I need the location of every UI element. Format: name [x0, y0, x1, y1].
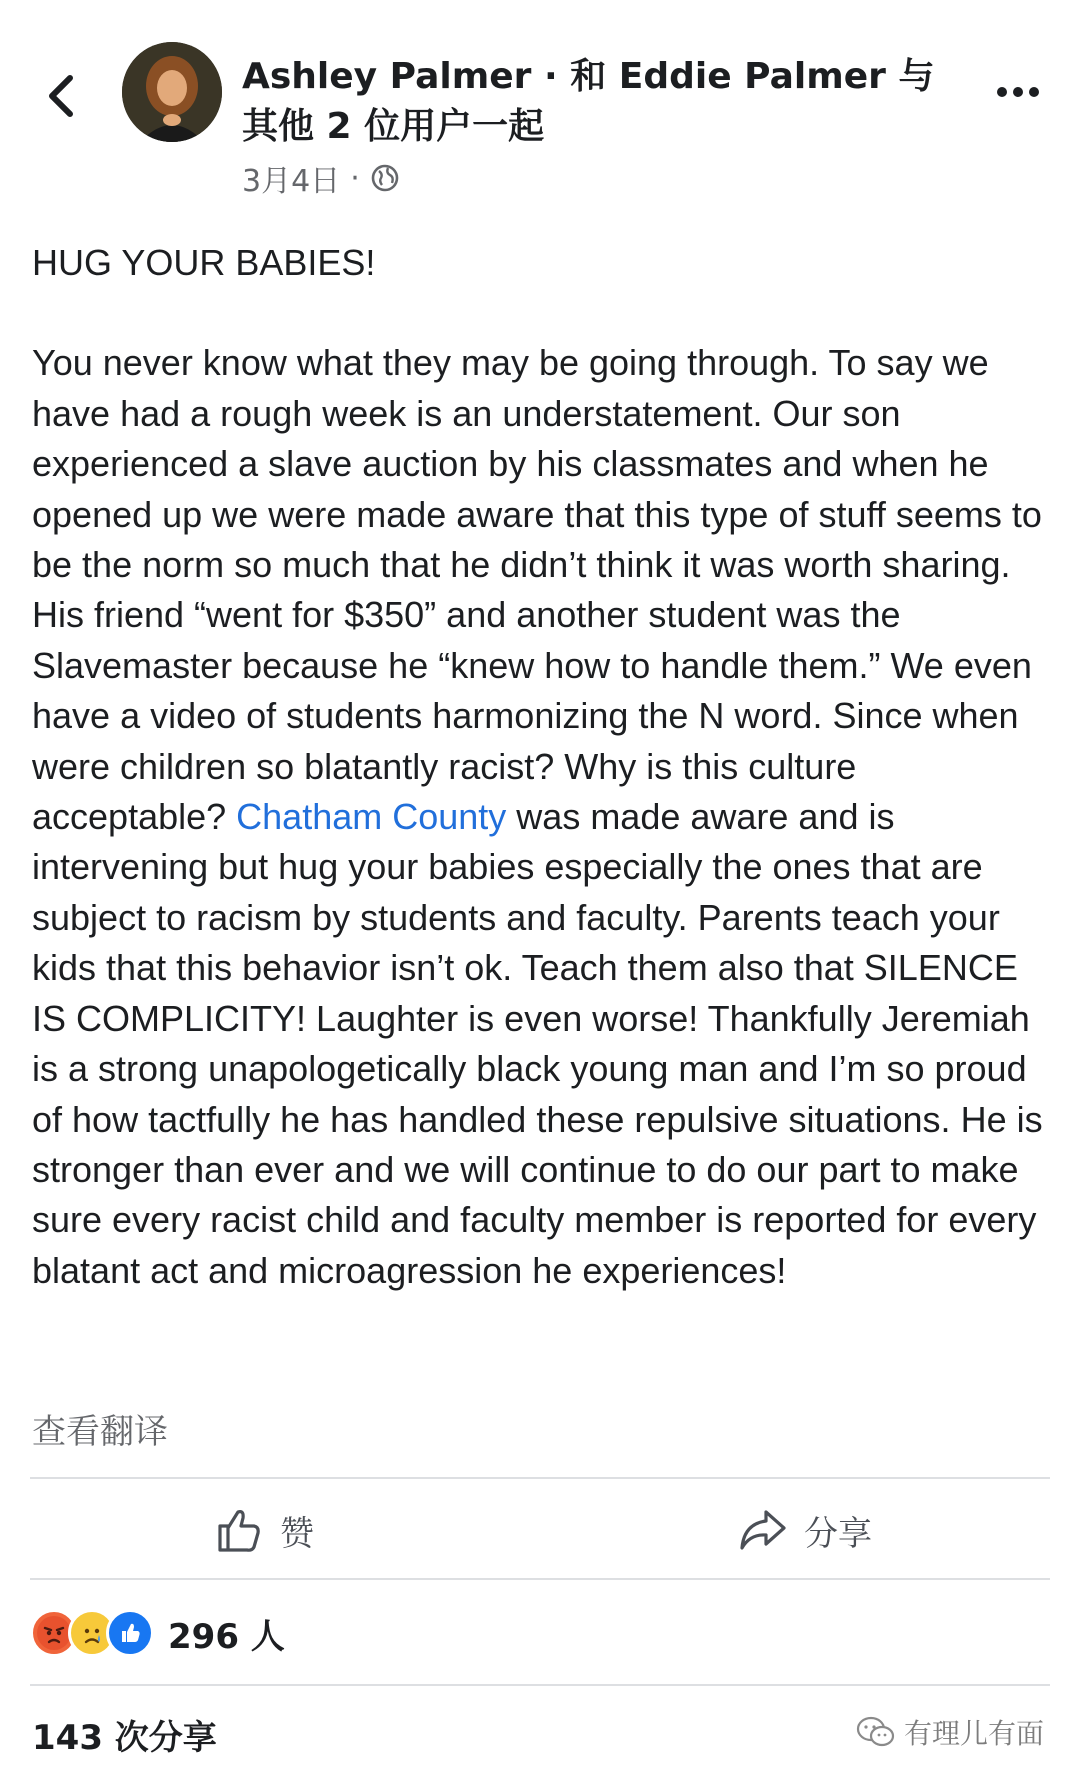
post-text-part-2: was made aware and is intervening but hug your babies especially the ones that are subject to racism by students and faculty. Parents teach your kids that this behavior isn’t ok. Teach them also that SILENCE IS COMPLICITY! Laughter is even worse! Thankfully Jeremiah is a strong unapologetically black young man and I’m so proud of how tactfully he has handled these repulsive situations. He is stronger than ever and we will continue to do our part to make sure every racist child and faculty member is reported for every blatant act and microagression he experiences! — [32, 796, 1043, 1291]
wechat-icon — [856, 1715, 896, 1749]
with-suffix[interactable]: 与其他 2 位用户一起 — [242, 56, 935, 147]
more-options-button[interactable] — [990, 72, 1046, 112]
author-name[interactable]: Ashley Palmer — [242, 56, 532, 97]
like-reaction-icon — [106, 1609, 154, 1657]
date-separator: · — [350, 160, 360, 196]
post-text-part-1: You never know what they may be going through. To say we have had a rough week is an understatement. Our son experienced a slave auction by his classmates and when he opened up we were made aware that this type of stuff seems to be the norm so much that he didn’t think it was worth sharing. His friend “went for $350” and another student was the Slavemaster because he “knew how to handle them.” We even have a video of students harmonizing the N word. Since when were children so blatantly racist? Why is this culture acceptable? — [32, 342, 1042, 838]
author-line — [242, 52, 942, 152]
more-horizontal-icon — [996, 86, 1040, 98]
back-button[interactable] — [36, 66, 84, 126]
post-header — [0, 0, 1080, 200]
chatham-county-link[interactable]: Chatham County — [236, 796, 507, 838]
reaction-count: 296 人 — [168, 1616, 285, 1657]
share-arrow-icon — [738, 1508, 786, 1552]
action-bar — [0, 1480, 1080, 1580]
watermark — [856, 1712, 1044, 1752]
avatar[interactable] — [122, 42, 222, 142]
thumbs-up-icon — [214, 1506, 262, 1554]
divider-reactions — [30, 1684, 1050, 1686]
see-translation-link[interactable]: 查看翻译 — [32, 1412, 168, 1452]
share-button[interactable] — [738, 1480, 872, 1580]
chevron-left-icon — [44, 74, 76, 118]
with-prefix: 和 — [570, 56, 607, 97]
tagged-person[interactable]: Eddie Palmer — [618, 56, 886, 97]
divider-bottom — [30, 1578, 1050, 1580]
divider-top — [30, 1477, 1050, 1479]
share-label: 分享 — [804, 1513, 872, 1554]
post-headline: HUG YOUR BABIES! — [32, 242, 376, 283]
watermark-text: 有理儿有面 — [903, 1717, 1044, 1750]
like-button[interactable] — [214, 1480, 314, 1580]
globe-icon[interactable] — [370, 163, 400, 193]
reactions-summary[interactable] — [30, 1606, 285, 1660]
share-count[interactable]: 143 次分享 — [32, 1718, 217, 1758]
like-label: 赞 — [280, 1513, 314, 1554]
with-separator: · — [543, 56, 558, 97]
post-date[interactable]: 3月4日 — [242, 164, 341, 199]
avatar-photo — [122, 42, 222, 142]
post-body — [32, 238, 1052, 1296]
post-meta — [242, 156, 400, 200]
post-text — [32, 338, 1052, 1296]
